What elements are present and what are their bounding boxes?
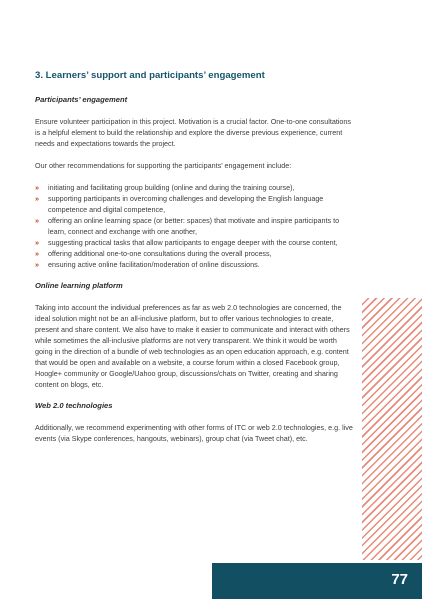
list-item-text: suggesting practical tasks that allow participants to engage deeper with the course content, <box>48 238 338 247</box>
list-item-text: supporting participants in overcoming challenges and developing the English language competence and digital competence, <box>48 194 324 214</box>
platform-paragraph: Taking into account the individual preferences as far as web 2.0 technologies are concerned, the ideal solution might not be an all-inclusive platform, but to offer various technologies to create, present and share content. We also have to make it easier to communicate and interact with others while sometimes the all-inclusive platforms are not very transparent. We think it would be worth going in the direction of a bundle of web technologies as an open education approach, e.g. content that would be open and available on a website, a course forum within a closed Facebook group, Hoogle+ community or Google/Uahoo group, discussions/chats on Twitter, creating and sharing content on blogs, etc. <box>35 303 350 389</box>
bullet-marker-icon: » <box>35 260 39 269</box>
list-item <box>35 182 355 193</box>
page-number-box <box>212 563 422 599</box>
list-item-text: ensuring active online facilitation/moderation of online discussions. <box>48 260 260 269</box>
bullet-marker-icon: » <box>35 249 39 258</box>
list-item <box>35 248 355 259</box>
decorative-stripes <box>362 298 422 560</box>
list-item <box>35 259 355 270</box>
page-content <box>35 70 355 455</box>
bullet-marker-icon: » <box>35 238 39 247</box>
list-item-text: initiating and facilitating group building (online and during the training course), <box>48 183 295 192</box>
engagement-paragraph-2: Our other recommendations for supporting the participants’ engagement include: <box>35 161 292 170</box>
web20-heading: Web 2.0 technologies <box>35 401 113 410</box>
section-title: 3. Learners’ support and participants’ engagement <box>35 70 265 81</box>
list-item <box>35 215 355 237</box>
list-item <box>35 193 355 215</box>
engagement-paragraph-1: Ensure volunteer participation in this project. Motivation is a crucial factor. One-to-one consultations is a helpful element to build the relationship and explore the diverse previous experience, current needs and expectations towards the project. <box>35 117 352 148</box>
list-item <box>35 237 355 248</box>
list-item-text: offering an online learning space (or better: spaces) that motivate and inspire participants to learn, connect and exchange with one another, <box>48 216 340 236</box>
bullet-marker-icon: » <box>35 194 39 203</box>
engagement-heading: Participants’ engagement <box>35 95 128 104</box>
list-item-text: offering additional one-to-one consultations during the overall process, <box>48 249 272 258</box>
page-number: 77 <box>391 571 408 588</box>
bullet-marker-icon: » <box>35 183 39 192</box>
platform-heading: Online learning platform <box>35 281 123 290</box>
recommendations-list <box>35 182 355 270</box>
bullet-marker-icon: » <box>35 216 39 225</box>
web20-paragraph: Additionally, we recommend experimenting with other forms of ITC or web 2.0 technologies, e.g. live events (via Skype conferences, hangouts, webinars), group chat (via Tweet chat), etc. <box>35 423 353 443</box>
